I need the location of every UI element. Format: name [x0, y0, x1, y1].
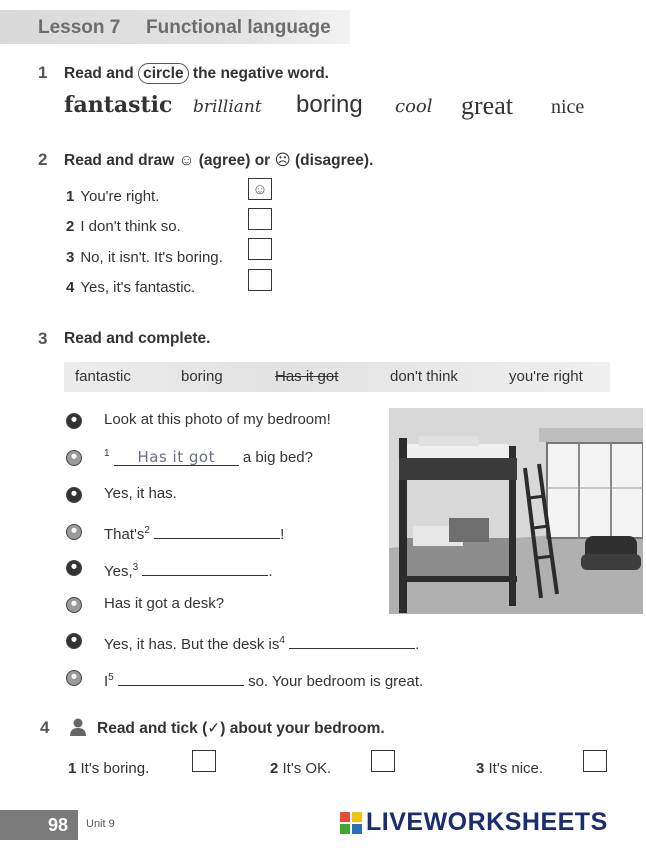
sad-face-icon: ☹ — [274, 152, 291, 169]
dialogue-line: Yes,$^3$ . — [104, 558, 273, 580]
word-option[interactable]: boring — [296, 91, 363, 118]
word-bank-item: Has it got — [275, 368, 339, 385]
answer-blank[interactable] — [289, 631, 415, 649]
exercise-1-number: 1 — [38, 63, 48, 82]
exercise-4-instruction: Read and tick (✓) about your bedroom. — [97, 720, 385, 737]
dialogue-line: Look at this photo of my bedroom! — [104, 411, 331, 428]
brand-text: LIVEWORKSHEETS — [366, 808, 608, 836]
answer-box[interactable] — [248, 269, 272, 291]
answer-box[interactable] — [248, 208, 272, 230]
speaker-b-icon — [66, 597, 82, 613]
list-item: 1 You're right. — [66, 188, 160, 205]
dialogue-line: Yes, it has. But the desk $is^4$ . — [104, 631, 419, 653]
word-bank-item: boring — [181, 368, 223, 385]
dialogue-line: $^1$ Has it got a big bed? — [104, 448, 313, 466]
answer-blank[interactable] — [118, 668, 244, 686]
liveworksheets-icon — [340, 812, 362, 834]
dialogue-line: Yes, it has. — [104, 485, 177, 502]
speaker-b-icon — [66, 524, 82, 540]
speaker-b-icon — [66, 450, 82, 466]
list-item: 2 I don't think so. — [66, 218, 181, 235]
tick-box[interactable] — [583, 750, 607, 772]
answer-blank[interactable]: Has it got — [114, 448, 239, 466]
list-item: 2 It's OK. — [270, 760, 332, 777]
answer-blank[interactable] — [142, 558, 268, 576]
page-title: Functional language — [146, 17, 331, 38]
unit-label: Unit 9 — [86, 818, 115, 830]
speaker-a-icon — [66, 413, 82, 429]
word-option[interactable]: great — [461, 91, 513, 120]
speaker-a-icon — [66, 633, 82, 649]
speaker-a-icon — [66, 487, 82, 503]
word-bank-item: fantastic — [75, 368, 131, 385]
lesson-label: Lesson 7 — [38, 17, 121, 38]
speaker-a-icon — [66, 560, 82, 576]
word-option[interactable]: fantastic — [64, 92, 173, 118]
dialogue-line: $I^5$ so. Your bedroom is great. — [104, 668, 423, 690]
word-option[interactable]: cool — [395, 96, 433, 117]
dialogue-line: $That's^2$ ! — [104, 521, 284, 543]
exercise-2-number: 2 — [38, 150, 48, 169]
word-option[interactable]: nice — [551, 96, 585, 118]
list-item: 3 It's nice. — [476, 760, 544, 777]
liveworksheets-logo[interactable] — [340, 808, 608, 837]
exercise-3-instruction: Read and complete. — [64, 330, 211, 347]
happy-face-icon: ☺ — [178, 152, 195, 169]
person-icon — [70, 718, 86, 736]
bedroom-photo — [389, 408, 643, 614]
answer-box[interactable]: ☺ — [248, 178, 272, 200]
exercise-1-instruction: Read and circle the negative word. — [64, 65, 329, 82]
word-bank-item: don't think — [390, 368, 458, 385]
speaker-b-icon — [66, 670, 82, 686]
word-option[interactable]: brilliant — [193, 97, 262, 117]
exercise-4-number: 4 — [40, 718, 50, 737]
page-number: 98 — [0, 810, 78, 840]
tick-box[interactable] — [192, 750, 216, 772]
dialogue-line: Has it got a desk? — [104, 595, 225, 612]
list-item: 4 Yes, it's fantastic. — [66, 279, 196, 296]
answer-box[interactable] — [248, 238, 272, 260]
list-item: 3 No, it isn't. It's boring. — [66, 249, 223, 266]
list-item: 1 It's boring. — [68, 760, 150, 777]
answer-blank[interactable] — [154, 521, 280, 539]
exercise-3-number: 3 — [38, 329, 48, 348]
tick-icon: ✓ — [207, 720, 221, 737]
circle-word: circle — [138, 63, 189, 84]
word-bank-item: you're right — [509, 368, 583, 385]
tick-box[interactable] — [371, 750, 395, 772]
exercise-2-instruction: Read and draw ☺ (agree) or ☹ (disagree). — [64, 152, 374, 169]
